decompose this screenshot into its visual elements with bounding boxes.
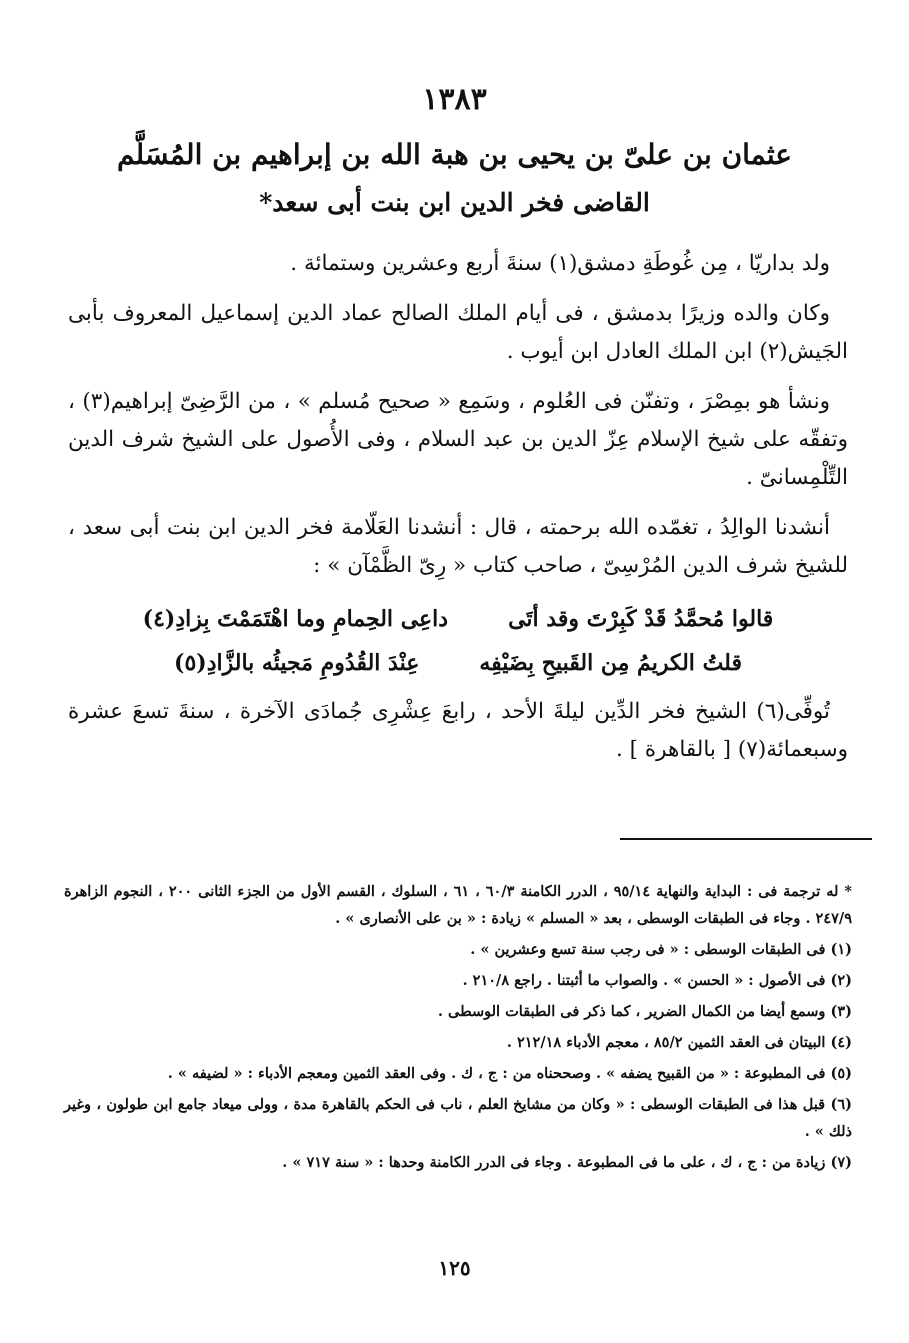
footnote-7: (٧) زيادة من : ج ، ك ، على ما فى المطبوعة . وجاء فى الدرر الكامنة وحدها : « سنة ٧١٧ » . xyxy=(282,1154,852,1171)
paragraph-recitation: أنشدنا الوالِدُ ، تغمّده الله برحمته ، قال : أنشدنا العَلّامة فخر الدين ابن بنت أبى سعد ، للشيخ شرف الدين المُرْسِىّ ، صاحب كتاب « رِىّ الظَّمْآن » : xyxy=(68,515,848,578)
verse-second-hemistich: عِنْدَ القُدُومِ مَجيئُه بالزَّادِ(٥) xyxy=(174,650,420,676)
entry-title: عثمان بن علىّ بن يحيى بن هبة الله بن إبراهيم بن المُسَلَّم xyxy=(116,138,793,171)
verse-line xyxy=(68,641,848,685)
paragraph-birth: ولد بداريّا ، مِن غُوطَةِ دمشق(١) سنةَ أربع وعشرين وستمائة . xyxy=(290,251,830,276)
paragraph-education: ونشأ هو بمِصْرَ ، وتفنّن فى العُلوم ، وسَمِع « صحيح مُسلم » ، من الرَّضِىّ إبراهيم(٣) ، وتفقّه على شيخ الإسلام عِزّ الدين بن عبد السلام ، وفى الأُصول على الشيخ شرف الدين التِّلْمِسانىّ . xyxy=(68,389,848,490)
footnote-star: * له ترجمة فى : البداية والنهاية ٩٥/١٤ ، الدرر الكامنة ٦٠/٣ ، ٦١ ، السلوك ، القسم الأول من الجزء الثانى ٢٠٠ ، النجوم الزاهرة ٢٤٧/٩ . وجاء فى الطبقات الوسطى ، بعد « المسلم » زيادة : « بن على الأنصارى » . xyxy=(64,883,852,927)
entry-subtitle: القاضى فخر الدين ابن بنت أبى سعد* xyxy=(259,188,650,217)
footnotes xyxy=(64,878,852,1180)
footnote-4: (٤) البيتان فى العقد الثمين ٨٥/٢ ، معجم الأدباء ٢١٢/١٨ . xyxy=(506,1034,852,1051)
verse-first-hemistich: قلتُ الكريمُ مِن القَبيحِ بِضَيْفِه xyxy=(479,650,742,676)
verse-first-hemistich: قالوا مُحمَّدُ قَدْ كَبِرْتَ وقد أتَى xyxy=(508,606,774,632)
footnote-3: (٣) وسمع أيضا من الكمال الضرير ، كما ذكر فى الطبقات الوسطى . xyxy=(437,1003,852,1020)
footnote-6: (٦) قبل هذا فى الطبقات الوسطى : « وكان من مشايخ العلم ، ناب فى الحكم بالقاهرة مدة ، وولى ميعاد جامع ابن طولون ، وغير ذلك » . xyxy=(64,1096,852,1140)
main-text xyxy=(68,245,848,781)
verse-line xyxy=(68,597,848,641)
footnote-5: (٥) فى المطبوعة : « من القبيح يضفه » . وصححناه من : ج ، ك . وفى العقد الثمين ومعجم الأدباء : « لضيفه » . xyxy=(167,1065,852,1082)
footnote-1: (١) فى الطبقات الوسطى : « فى رجب سنة تسع وعشرين » . xyxy=(470,941,852,958)
entry-number: ١٣٨٣ xyxy=(422,82,487,117)
page-number: ١٢٥ xyxy=(438,1256,471,1280)
paragraph-father: وكان والده وزيرًا بدمشق ، فى أيام الملك الصالح عماد الدين إسماعيل المعروف بأبى الجَيش(٢) ابن الملك العادل ابن أيوب . xyxy=(68,301,848,364)
paragraph-death: تُوفِّى(٦) الشيخ فخر الدِّين ليلةَ الأحد ، رابعَ عِشْرِى جُمادَى الآخرة ، سنةَ تسعَ عشرة وسبعمائة(٧) [ بالقاهرة ] . xyxy=(68,699,848,762)
footnote-separator xyxy=(620,838,872,840)
verse-second-hemistich: داعِى الحِمامِ وما اهْتَمَمْتَ بِزادِ(٤) xyxy=(142,606,449,632)
footnote-2: (٢) فى الأصول : « الحسن » . والصواب ما أثبتنا . راجع ٢١٠/٨ . xyxy=(462,972,852,989)
